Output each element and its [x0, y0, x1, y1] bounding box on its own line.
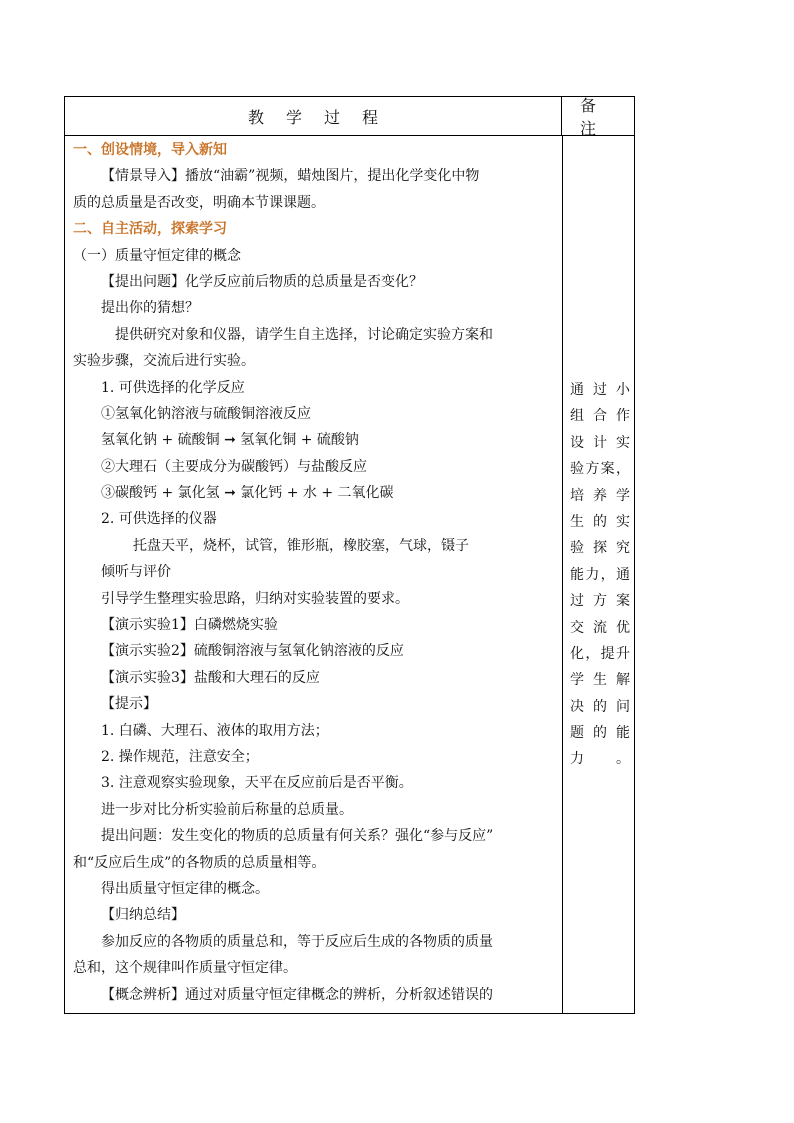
text-line: 提供研究对象和仪器，请学生自主选择，讨论确定实验方案和	[115, 326, 493, 343]
note-line: 能力，通	[570, 566, 630, 583]
teaching-process-content	[73, 137, 559, 1008]
note-line: 生的实	[570, 513, 630, 530]
text-line: 实验步骤，交流后进行实验。	[73, 353, 255, 370]
text-line: 【提出问题】化学反应前后物质的总质量是否变化？	[101, 273, 423, 290]
text-line: 和“反应后生成”的各物质的总质量相等。	[73, 854, 326, 871]
lesson-table	[64, 96, 635, 1014]
header-teaching-process: 教学过程	[65, 97, 562, 135]
notes-column	[570, 377, 630, 773]
text-line: 【演示实验1】白磷燃烧实验	[101, 617, 278, 634]
text-line: 参加反应的各物质的质量总和，等于反应后生成的各物质的质量	[101, 933, 493, 950]
text-line: 质的总质量是否改变，明确本节课课题。	[73, 194, 325, 211]
text-line: ①氢氧化钠溶液与硫酸铜溶液反应	[101, 405, 311, 422]
note-line: 培养学	[570, 487, 630, 504]
note-line: 决的问	[570, 698, 630, 715]
text-line: 【演示实验3】盐酸和大理石的反应	[101, 669, 320, 686]
note-line: 通过小	[570, 382, 630, 398]
text-line: ②大理石（主要成分为碳酸钙）与盐酸反应	[101, 458, 367, 475]
text-line: 3. 注意观察实验现象，天平在反应前后是否平衡。	[101, 775, 413, 792]
table-header	[65, 97, 634, 136]
note-line: 验方案，	[570, 461, 630, 478]
text-line: 总和，这个规律叫作质量守恒定律。	[73, 960, 297, 977]
column-divider	[562, 135, 563, 1013]
text-line: 【归纳总结】	[101, 907, 185, 924]
note-line: 化，提升	[570, 645, 630, 662]
text-line: 提出问题：发生变化的物质的总质量有何关系？强化“参与反应”	[101, 828, 494, 845]
text-line: 倾听与评价	[101, 564, 171, 581]
note-line: 过方案	[570, 593, 630, 610]
text-line: 进一步对比分析实验前后称量的总质量。	[101, 801, 353, 818]
text-line: 氢氧化钠 + 硫酸铜 ➞ 氢氧化铜 + 硫酸钠	[101, 432, 359, 449]
text-line: ③碳酸钙 + 氯化氢 ➞ 氯化钙 + 水 + 二氧化碳	[101, 485, 394, 502]
section-heading: 一、创设情境，导入新知	[73, 142, 227, 158]
text-line: （一）质量守恒定律的概念	[73, 247, 241, 264]
note-line: 组合作	[570, 408, 630, 425]
text-line: 托盘天平，烧杯，试管，锥形瓶，橡胶塞，气球，镊子	[133, 537, 469, 554]
text-line: 【提示】	[101, 696, 157, 713]
note-line: 学生解	[570, 672, 630, 689]
note-line: 交流优	[570, 619, 630, 636]
note-line: 力。	[570, 751, 630, 768]
text-line: 【演示实验2】硫酸铜溶液与氢氧化钠溶液的反应	[101, 643, 404, 660]
text-line: 2. 可供选择的仪器	[101, 511, 217, 528]
note-line: 题的能	[570, 725, 630, 742]
text-line: 引导学生整理实验思路，归纳对实验装置的要求。	[101, 590, 409, 607]
text-line: 1. 可供选择的化学反应	[101, 379, 245, 396]
section-heading: 二、自主活动，探索学习	[73, 221, 227, 238]
text-line: 【情景导入】播放“油霸”视频，蜡烛图片，提出化学变化中物	[101, 168, 480, 185]
note-line: 设计实	[570, 434, 630, 451]
text-line: 2. 操作规范，注意安全；	[101, 748, 259, 765]
text-line: 提出你的猜想？	[101, 300, 199, 317]
text-line: 【概念辨析】通过对质量守恒定律概念的辨析，分析叙述错误的	[101, 986, 493, 1003]
header-notes: 备注	[580, 96, 615, 138]
text-line: 1. 白磷、大理石、液体的取用方法；	[101, 722, 329, 739]
text-line: 得出质量守恒定律的概念。	[101, 880, 269, 897]
note-line: 验探究	[570, 540, 630, 557]
